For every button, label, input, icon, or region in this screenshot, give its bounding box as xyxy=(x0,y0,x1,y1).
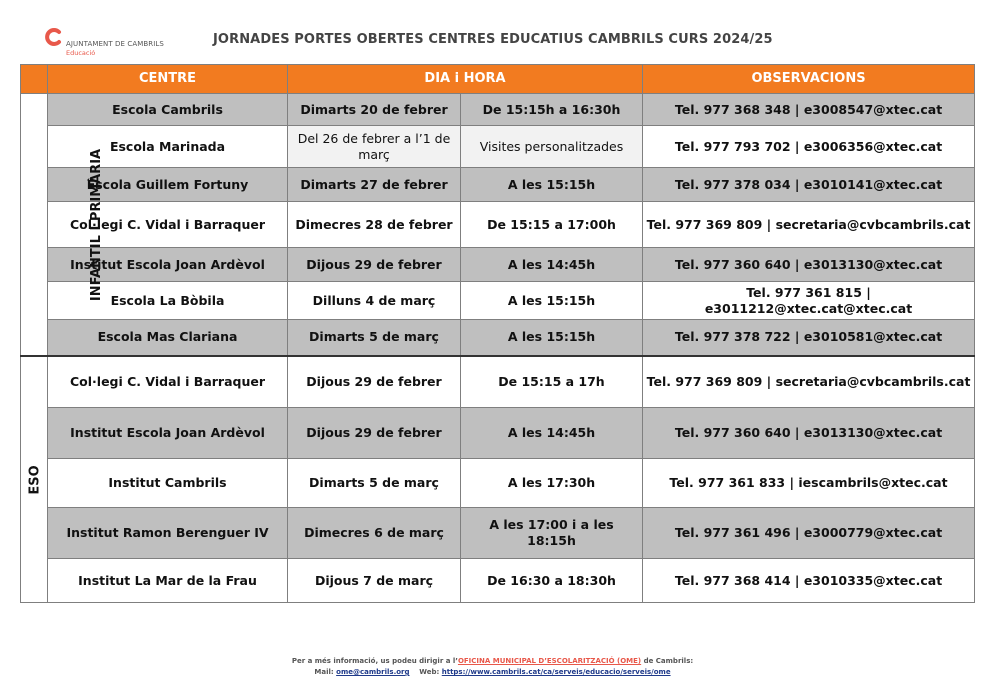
obs-cell: Tel. 977 361 833 | iescambrils@xtec.cat xyxy=(643,459,975,508)
hora-cell: A les 17:00 i a les 18:15h xyxy=(461,508,643,559)
dia-cell: Dimecres 6 de març xyxy=(288,508,461,559)
centre-cell: Escola Cambrils xyxy=(48,94,288,126)
footer-contact-line xyxy=(0,668,985,676)
obs-cell: Tel. 977 369 809 | secretaria@cvbcambrils.cat xyxy=(643,356,975,408)
centre-cell: Institut Escola Joan Ardèvol xyxy=(48,248,288,282)
centre-cell: Institut Ramon Berenguer IV xyxy=(48,508,288,559)
hora-cell: De 15:15h a 16:30h xyxy=(461,94,643,126)
centre-cell: Escola La Bòbila xyxy=(48,282,288,320)
footer-intro-text: Per a més informació, us podeu dirigir a l’ xyxy=(291,657,458,665)
hora-cell: A les 15:15h xyxy=(461,282,643,320)
obs-cell: Tel. 977 361 815 | e3011212@xtec.cat@xtec.cat xyxy=(643,282,975,320)
table-row xyxy=(21,559,975,603)
hora-cell: A les 14:45h xyxy=(461,248,643,282)
dia-cell: Dijous 7 de març xyxy=(288,559,461,603)
web-label: Web: xyxy=(419,668,440,676)
centre-cell: Institut Cambrils xyxy=(48,459,288,508)
dia-cell: Del 26 de febrer a l’1 de març xyxy=(288,126,461,168)
centre-cell: Institut Escola Joan Ardèvol xyxy=(48,408,288,459)
table-row xyxy=(21,126,975,168)
open-days-table xyxy=(20,64,975,603)
table-row xyxy=(21,94,975,126)
centre-cell: Escola Guillem Fortuny xyxy=(48,168,288,202)
table-row xyxy=(21,168,975,202)
hora-cell: A les 14:45h xyxy=(461,408,643,459)
dia-cell: Dilluns 4 de març xyxy=(288,282,461,320)
obs-cell: Tel. 977 369 809 | secretaria@cvbcambrils.cat xyxy=(643,202,975,248)
hora-cell: A les 15:15h xyxy=(461,168,643,202)
table-header-row xyxy=(21,65,975,94)
hora-cell: De 15:15 a 17h xyxy=(461,356,643,408)
footer-outro-text: de Cambrils: xyxy=(641,657,694,665)
table-row xyxy=(21,508,975,559)
cambrils-c-logo-icon xyxy=(44,26,64,50)
ome-office-link[interactable]: OFICINA MUNICIPAL D’ESCOLARITZACIÓ (OME) xyxy=(457,657,642,665)
col-header-centre: CENTRE xyxy=(48,65,288,94)
centre-cell: Escola Marinada xyxy=(48,126,288,168)
hora-cell: De 15:15 a 17:00h xyxy=(461,202,643,248)
table-row xyxy=(21,282,975,320)
hora-cell: De 16:30 a 18:30h xyxy=(461,559,643,603)
table-row xyxy=(21,459,975,508)
obs-cell: Tel. 977 361 496 | e3000779@xtec.cat xyxy=(643,508,975,559)
group-label-eso: ESO xyxy=(21,356,48,603)
dia-cell: Dimarts 5 de març xyxy=(288,459,461,508)
hora-cell: Visites personalitzades xyxy=(461,126,643,168)
dia-cell: Dijous 29 de febrer xyxy=(288,408,461,459)
obs-cell: Tel. 977 368 348 | e3008547@xtec.cat xyxy=(643,94,975,126)
dia-cell: Dimarts 5 de març xyxy=(288,320,461,356)
col-header-dia-hora: DIA i HORA xyxy=(288,65,643,94)
dia-cell: Dijous 29 de febrer xyxy=(288,248,461,282)
table-row xyxy=(21,248,975,282)
obs-cell: Tel. 977 360 640 | e3013130@xtec.cat xyxy=(643,248,975,282)
dia-cell: Dijous 29 de febrer xyxy=(288,356,461,408)
table-row xyxy=(21,320,975,356)
centre-cell: Institut La Mar de la Frau xyxy=(48,559,288,603)
centre-cell: Col·legi C. Vidal i Barraquer xyxy=(48,356,288,408)
dia-cell: Dimarts 20 de febrer xyxy=(288,94,461,126)
ajuntament-logo xyxy=(44,26,184,62)
footer-info-line xyxy=(0,657,985,665)
obs-cell: Tel. 977 793 702 | e3006356@xtec.cat xyxy=(643,126,975,168)
table-row xyxy=(21,202,975,248)
obs-cell: Tel. 977 360 640 | e3013130@xtec.cat xyxy=(643,408,975,459)
mail-link[interactable]: ome@cambrils.org xyxy=(336,668,410,676)
logo-name: AJUNTAMENT DE CAMBRILS xyxy=(66,40,164,48)
document-title: JORNADES PORTES OBERTES CENTRES EDUCATIUS CAMBRILS CURS 2024/25 xyxy=(213,32,773,47)
table-row xyxy=(21,408,975,459)
table-row xyxy=(21,356,975,408)
dia-cell: Dimarts 27 de febrer xyxy=(288,168,461,202)
logo-subtitle: Educació xyxy=(66,49,96,57)
hora-cell: A les 17:30h xyxy=(461,459,643,508)
obs-cell: Tel. 977 378 722 | e3010581@xtec.cat xyxy=(643,320,975,356)
centre-cell: Col·legi C. Vidal i Barraquer xyxy=(48,202,288,248)
web-link[interactable]: https://www.cambrils.cat/ca/serveis/educacio/serveis/ome xyxy=(441,668,671,676)
obs-cell: Tel. 977 368 414 | e3010335@xtec.cat xyxy=(643,559,975,603)
dia-cell: Dimecres 28 de febrer xyxy=(288,202,461,248)
obs-cell: Tel. 977 378 034 | e3010141@xtec.cat xyxy=(643,168,975,202)
corner-cell xyxy=(21,65,48,94)
col-header-observacions: OBSERVACIONS xyxy=(643,65,975,94)
hora-cell: A les 15:15h xyxy=(461,320,643,356)
mail-label: Mail: xyxy=(314,668,334,676)
centre-cell: Escola Mas Clariana xyxy=(48,320,288,356)
group-label-infantil-primaria: INFANTIL I PRIMÀRIA xyxy=(21,94,48,356)
